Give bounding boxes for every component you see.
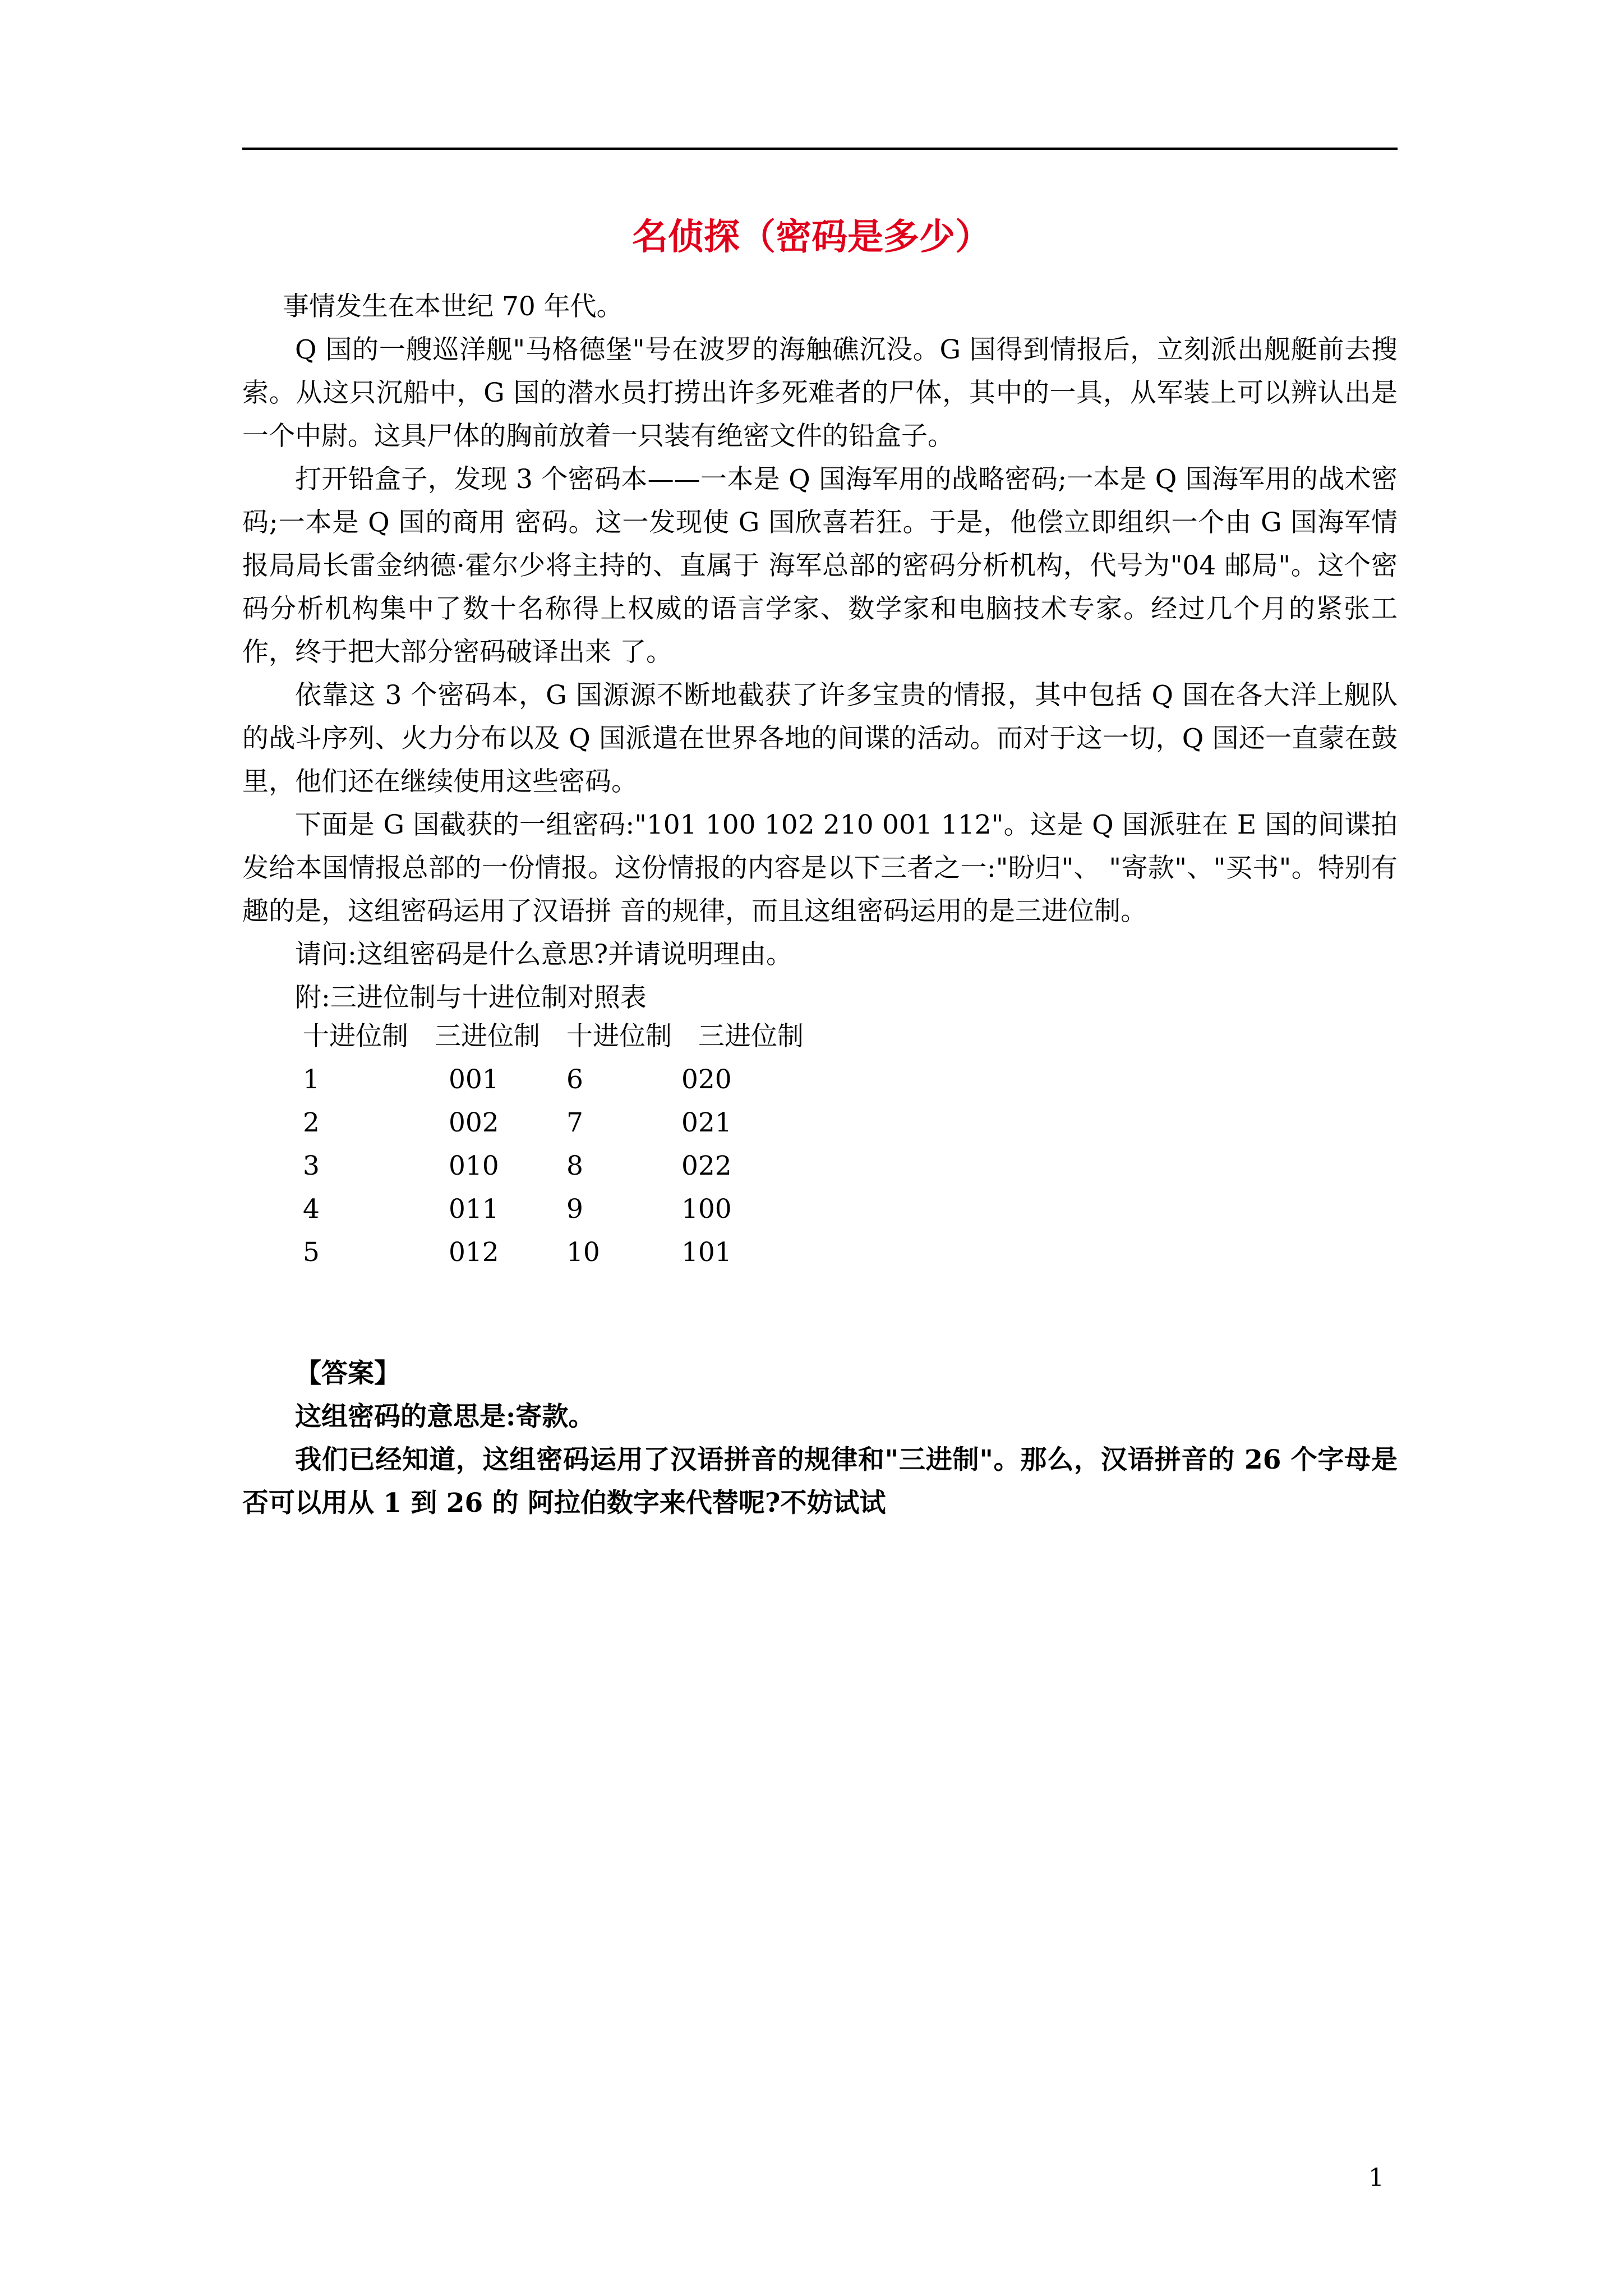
paragraph-intercepted-code: 下面是 G 国截获的一组密码:"101 100 102 210 001 112"。这是 Q 国派驻在 E 国的间谍拍发给本国情报总部的一份情报。这份情报的内容是以下三者之一:"盼归"、 "寄款"、"买书"。特别有趣的是，这组密码运用了汉语拼 音的规律，而且这组密码运用的是三进位制。 [242,809,1398,927]
page-title: 名侦探（密码是多少） [632,216,991,258]
answer-section [242,1352,1398,1525]
page-number: 1 [1368,2164,1384,2192]
story-body [242,285,1398,1019]
table-cell: 021 [681,1107,732,1138]
paragraph-intelligence: 依靠这 3 个密码本，G 国源源不断地截获了许多宝贵的情报，其中包括 Q 国在各大洋上舰队的战斗序列、火力分布以及 Q 国派遣在世界各地的间谍的活动。而对于这一切，Q 国还一直蒙在鼓里，他们还在继续使用这些密码。 [242,680,1398,797]
table-cell: 9 [566,1194,583,1225]
table-cell: 011 [449,1194,499,1225]
table-cell: 8 [566,1151,583,1181]
answer-explanation: 我们已经知道，这组密码运用了汉语拼音的规律和"三进制"。那么，汉语拼音的 26 个字母是否可以用从 1 到 26 的 阿拉伯数字来代替呢?不妨试试 [242,1444,1398,1519]
table-cell: 5 [303,1237,320,1268]
paragraph-shipwreck: Q 国的一艘巡洋舰"马格德堡"号在波罗的海触礁沉没。G 国得到情报后，立刻派出舰艇前去搜索。从这只沉船中，G 国的潜水员打捞出许多死难者的尸体，其中的一具，从军装上可以辨认出是一个中尉。这具尸体的胸前放着一只装有绝密文件的铅盒子。 [242,334,1398,452]
table-cell: 002 [449,1107,499,1138]
table-header-cell: 三进位制 [435,1021,540,1052]
table-cell: 010 [449,1151,499,1181]
answer-result: 这组密码的意思是:寄款。 [295,1401,595,1432]
table-cell: 7 [566,1107,583,1138]
answer-heading: 【答案】 [295,1358,400,1389]
table-cell: 1 [303,1064,320,1095]
table-cell: 6 [566,1064,583,1095]
paragraph-intro: 事情发生在本世纪 70 年代。 [283,291,623,322]
table-cell: 012 [449,1237,499,1268]
table-cell: 4 [303,1194,320,1225]
table-cell: 10 [566,1237,600,1268]
table-cell: 100 [681,1194,732,1225]
question: 请问:这组密码是什么意思?并请说明理由。 [295,939,793,970]
table-caption: 附:三进位制与十进位制对照表 [295,982,647,1013]
table-header-cell: 三进位制 [698,1021,804,1052]
table-cell: 001 [449,1064,499,1095]
table-cell: 2 [303,1107,320,1138]
table-header-cell: 十进位制 [566,1021,672,1052]
table-cell: 101 [681,1237,732,1268]
header-rule [242,148,1398,150]
table-header-cell: 十进位制 [303,1021,408,1052]
table-cell: 022 [681,1151,732,1181]
paragraph-codebooks: 打开铅盒子，发现 3 个密码本——一本是 Q 国海军用的战略密码;一本是 Q 国海军用的战术密码;一本是 Q 国的商用 密码。这一发现使 G 国欣喜若狂。于是，他偿立即组织一个由 G 国海军情报局局长雷金纳德·霍尔少将主持的、直属于 海军总部的密码分析机构，代号为"04 邮局"。这个密码分析机构集中了数十名称得上权威的语言学家、数学家和电脑技术专家。经过几个月的紧张工作，终于把大部分密码破译出来 了。 [242,464,1398,668]
table-cell: 020 [681,1064,732,1095]
table-cell: 3 [303,1151,320,1181]
